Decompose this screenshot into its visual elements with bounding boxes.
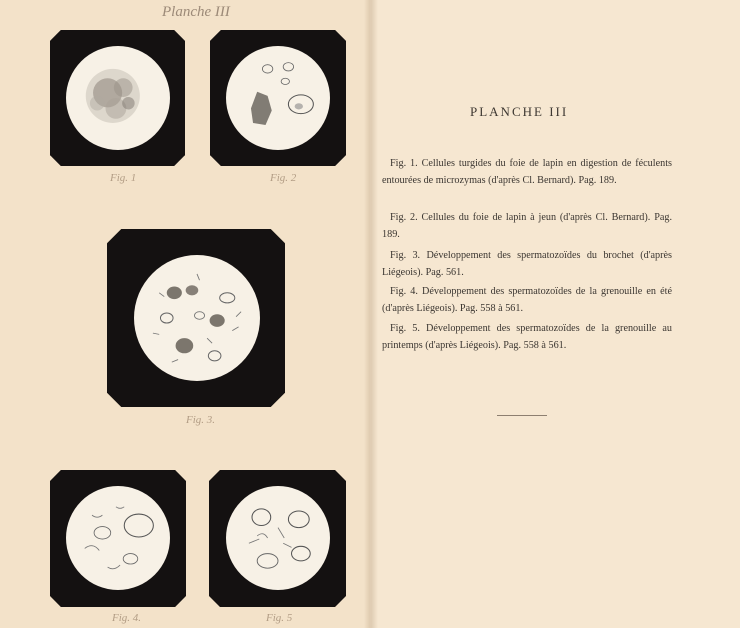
micrograph-4: [66, 486, 170, 590]
figure-plate-4: [50, 470, 186, 607]
caption-fig-5: Fig. 5. Développement des spermatozoïdes de la grenouille au printemps (d'après Liégeois). Pag. 558 à 561.: [382, 323, 672, 351]
figure-plate-2: [210, 30, 346, 166]
figure-plate-1: [50, 30, 185, 166]
book-spine: [364, 0, 378, 628]
micrograph-2: [226, 46, 330, 150]
section-divider: [497, 415, 547, 416]
figure-label-1: Fig. 1: [110, 172, 137, 184]
caption-fig-2: Fig. 2. Cellules du foie de lapin à jeun (d'après Cl. Bernard). Pag. 189.: [382, 212, 673, 240]
caption-fig-4: Fig. 4. Développement des spermatozoïdes de la grenouille en été (d'après Liégeois). Pag. 558 à 561.: [382, 286, 672, 314]
caption-fig-1: Fig. 1. Cellules turgides du foie de lapin en digestion de féculents entourées de microzymas (d'après Cl. Bernard). Pag. 189.: [382, 158, 673, 186]
figure-label-2: Fig. 2: [270, 172, 297, 184]
plate-title: PLANCHE III: [470, 104, 569, 119]
figure-plate-3: [107, 229, 285, 407]
micrograph-3: [134, 255, 260, 381]
plate-title-handwritten: Planche III: [162, 4, 230, 20]
micrograph-5: [226, 486, 330, 590]
figure-label-4: Fig. 4.: [112, 612, 142, 624]
figure-label-5: Fig. 5: [266, 612, 293, 624]
caption-fig-3: Fig. 3. Développement des spermatozoïdes du brochet (d'après Liégeois). Pag. 561.: [382, 250, 673, 278]
figure-plate-5: [209, 470, 346, 607]
figure-label-3: Fig. 3.: [186, 414, 216, 426]
micrograph-1: [66, 46, 170, 150]
